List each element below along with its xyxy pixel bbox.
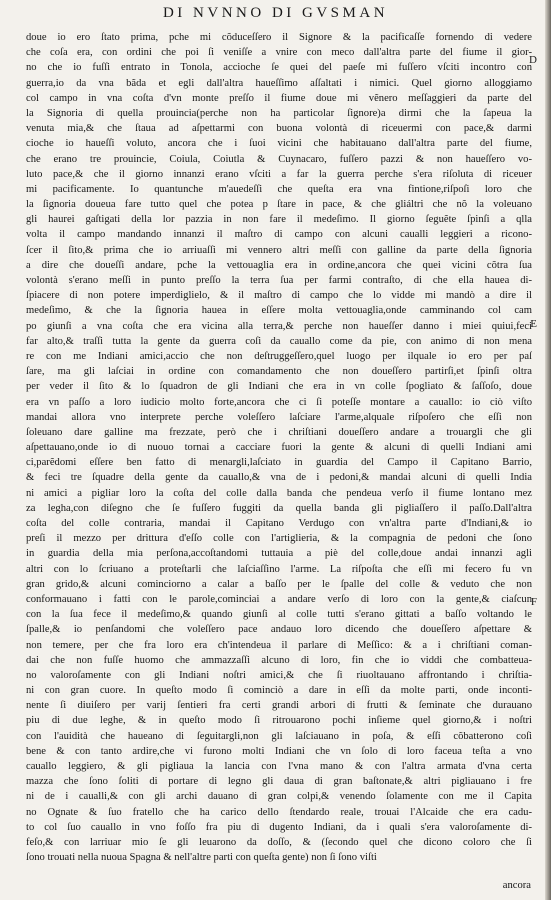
text-line: volontà s'erano meſſi in punto preſſo la terra ſua per farmi contraſto, di che ella haueа di- <box>26 275 532 286</box>
text-line: che coſa era, con ordini che poi ſi veniſſe a vnire con meco dall'altra parte del fiume il gior- <box>26 47 532 59</box>
text-line: medeſimo, & che la ſignoria hauea in eſſere molta vettouaglia,onde camminando col cam <box>26 305 532 317</box>
text-line: a dire che doueſſi andare, pche la vettouaglia era in ordine,ancora che quei vicini cõtra ſua <box>26 259 532 271</box>
margin-letter-d: D <box>529 54 537 66</box>
text-line: piu di due leghe, & in queſto modo ſi ritrouarono pochi inſieme quel giorno,& i noſtri <box>26 715 532 727</box>
page-spine-shadow <box>545 0 551 900</box>
text-line: era vn paſſo a loro iudicio molto forte,ancora che ci ſi poteſſe montare a cauallo: io ciò viſto <box>26 396 532 408</box>
margin-letter-f: F <box>530 596 537 608</box>
text-line: feſo,& con larriuar mio ſe gli leuarono da doſſo, & (ſecondo quel che dicono coloro che ſi <box>26 836 532 848</box>
text-line: ſono trouati nella nuoua Spagna & nell'altre parti con queſta gente) non ſi ſono viſti <box>26 852 377 864</box>
text-line: cauallo leggiero, & gli pigliaua la lancia con l'vna mano & con l'altra armata d'vna certa <box>26 761 532 772</box>
text-line: mandai allora vno interprete perche voleſſero laſciare l'arme,alquale riſpoſero che eſſi non <box>26 411 532 423</box>
text-line: la Signoria di quella prouincia(perche non ha particolar ſignore)a dirmi che la ſapeua la <box>26 107 532 119</box>
text-line: no valoroſamente con gli Indiani noſtri amici,& che ſi riuoltauano affrontando i chriſtia- <box>26 669 532 681</box>
text-line: conformauano i fatti con le parole,cominciai a andare verſo di loro con la gente,& ciaſcun <box>26 593 532 605</box>
text-line: za legha,con diſegno che ſe fuſſero fuggiti da quella banda gli pigliaſſero il paſſo.Dall'altra <box>26 502 532 514</box>
text-line: cioche io haueſſi voluto, ancora che i ſuoi vicini che habitauano dall'altra parte del fiume, <box>26 138 532 150</box>
text-line: coſta del colle contraria, mandai il Capitano Verdugo con vn'altra parte d'Indiani,& io <box>26 518 532 529</box>
body-text <box>26 30 532 865</box>
text-line: non temere, per che fra loro era ch'intendeua il parlare di Meſſico: & a i chriſtiani coman- <box>26 639 532 651</box>
text-line: to col ſuo cauallo in vno foſſo fra piu di dugento Indiani, da i quali s'era valoroſamente di- <box>26 821 532 833</box>
running-header: DI NVNNO DI GVSMAN <box>162 5 389 21</box>
text-line: ſare, ma gli laſciai in ordine con comandamento che non doueſſero partirſi,et ſpinſi oltra <box>26 366 532 378</box>
text-line: preſi il mezzo per drittura d'eſſo colle con l'artiglieria, & la compagnia de pedoni che ſono <box>26 533 532 545</box>
text-line: ni con gran cuore. In queſto modo ſi cominciò a dare in eſſi da molte parti, onde inconti- <box>26 685 532 697</box>
text-line: con l'auidità che haueano di ſeguitargli,non gli laſciauano in poſa, & eſſi cõbatterono coſi <box>26 730 532 742</box>
text-line: doue io ero ſtato prima, pche mi cõduceſſero il Signore & la pacificaſſe fornendo di vedere <box>26 32 532 43</box>
text-line: ſoleuano dare galline ma frezzate, però che i chriſtiani doueſſero andare a trouargli che gli <box>26 426 532 438</box>
text-line: altri con lo ſcriuano a proteſtarli che laſciaſſino l'arme. La riſpoſta che eſſi mi fecero fu vn <box>26 563 532 575</box>
text-line: po giunſi a vna coſta che era vicina alla terra,& perche non haueſſer danno i miei quiui,feci <box>26 320 532 332</box>
text-line: aſpettauano,onde io di nuouo tornai a cacciare fuori la gente & alcuni di quelli Indiani ami <box>26 442 532 454</box>
text-line: che erano tre prouincie, Coiula, Coiutla & Cuynacaro, fuſſero pazzi & non haueſſero vo- <box>26 153 532 165</box>
text-line: no che io fuſſi entrato in Tonola, accioche ſe quei del paeſe mi fuſſero vſciti incontro con <box>26 62 532 74</box>
text-line: guerra,io da vna bãda et egli dall'altra haueſſimo aſſaltati i nimici. Quel giorno alloggiamo <box>26 77 532 89</box>
text-line: ſcer il ſito,& prima che io arriuaſſi mi vennero altri meſſi con galline da parte della ſignoria <box>26 244 532 256</box>
text-line: ſpiacere di non potere imperdiglielo, & il maſtro di campo che lo vidde mi mandò a dire il <box>26 290 532 302</box>
text-line: far alto,& traſſi tutta la gente da guerra coſi da cauallo come da pie, con animo di non mena <box>26 335 532 347</box>
text-line: ni de i caualli,& con gli archi dauano di gran colpi,& venendo ſolamente con me il Capita <box>26 791 532 803</box>
text-line: gran grido,& alcuni cominciorno a calar a baſſo per le ſpalle del colle & veduto che non <box>26 578 532 590</box>
text-line: mi pacificamente. Io quantunche m'auedeſſi che queſta era vna fintione,riſpoſi loro che <box>26 183 532 195</box>
text-line: gli haurei gaſtigati della lor pazzia in non fare il medeſimo. Il giorno ſeguẽte ſpinſi a qlla <box>26 214 532 226</box>
margin-letter-e: E <box>530 318 537 330</box>
text-line: no Ognate & ſuo fratello che ha carico dello ſtendardo reale, trouai l'Alcaide che era cadu- <box>26 806 532 818</box>
text-line: re con me Indiani amici,accio che non deſtruggeſſero,quel luogo per ilquale io ero per paſ <box>26 350 532 362</box>
text-line: mazza che ſono ſoliti di portare di legno gli dauа di gran baſtonate,& altri pigliauano i fre <box>26 776 532 788</box>
text-line: col campo in vna coſta d'vn monte preſſo il fiume doue mi vẽnero meſſaggieri da parte del <box>26 92 532 104</box>
text-line: & feci tre ſquadre della gente da cauallo,& vna de i pedoni,& mandai alcuni di quelli India <box>26 472 532 484</box>
text-line: la ſignoria doueua fare tutto quel che potea p ſtare in pace, & che gliáltri che nõ la voleuano <box>26 199 532 211</box>
text-line: per veder il ſito & lo ſquadron de gli Indiani che era in vn colle ſpogliato & ſaſſoſo, doue <box>26 381 532 393</box>
text-line: nente ſi diuiſero per varij ſentieri fra certi grandi arbori di frutti & ſeminate che durauano <box>26 700 532 712</box>
text-line: bene & con tanto ardire,che vi furono molti Indiani che vn ſolo di loro faceua teſta a vno <box>26 745 532 757</box>
text-line: venuta mia,& che ſtaua ad aſpettarmi con buona volontà di riceuermi con pace,& darmi <box>26 123 532 135</box>
text-line: volta il campo mandando innanzi il maſtro di campo con alcuni caualli leggieri a ricono- <box>26 229 532 241</box>
text-line: ſpalle,& io penſandomi che voleſſero pace andauo loro dicendo che doueſſero aſpettare & <box>26 624 532 636</box>
catchword: ancora <box>502 880 531 891</box>
text-line: dai che non fuſſe huomo che ammazzaſſi alcuno di loro, fin che io viddi che combatteua- <box>26 654 532 666</box>
text-line: luto pace,& che il giorno innanzi erano vſciti a far la guerra perche s'era riſoluta di riceuer <box>26 168 532 180</box>
text-line: in guardia della mia perſona,accoſtandomi tuttauia a piè del colle,doue andai innanzi agli <box>26 548 532 560</box>
text-line: ni amici a pigliar loro la coſta del colle dalla banda che pendeua verſo il fiume lontano mez <box>26 487 532 499</box>
text-line: ci,parẽdomi eſſere ben fatto di menargli,laſciato in guardia del Campo il Capitano Barrio, <box>26 457 532 469</box>
text-line: con la ſua fece il medeſimo,& quando giunſi al colle tutti s'erano gittati a baſſo voltando le <box>26 609 532 621</box>
